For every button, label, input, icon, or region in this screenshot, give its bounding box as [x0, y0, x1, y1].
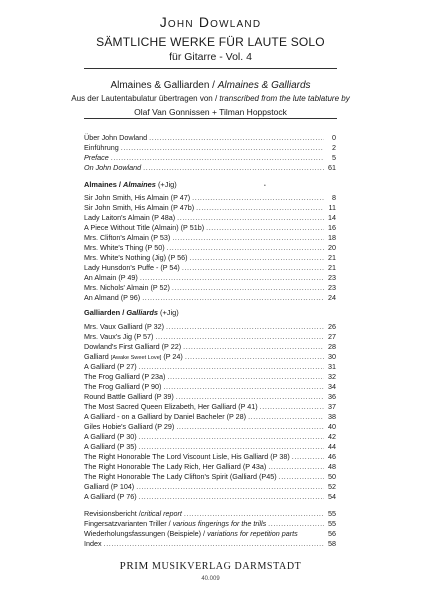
- volume-title-en: Almaines & Galliards: [217, 80, 311, 91]
- instrument-volume: für Gitarre - Vol. 4: [169, 51, 252, 63]
- toc-entry: Giles Hobie's Galliard (P 29) ..... 40: [84, 422, 336, 432]
- toc-entry: Sir John Smith, His Almain (P 47b) ..... 11: [84, 203, 336, 213]
- toc-entry: Mrs. Vaux's Jig (P 57) ..... 27: [84, 332, 336, 342]
- volume-title: [0, 80, 421, 91]
- toc-entry: Einführung ..... 2: [84, 143, 336, 153]
- toc-entry: Mrs. White's Thing (P 50) ..... 20: [84, 243, 336, 253]
- toc-entry: Dowland's First Galliard (P 22) ..... 28: [84, 342, 336, 352]
- section-heading-galliards: Galliarden / Galliards (+Jig): [84, 308, 179, 317]
- toc-entry: The Most Sacred Queen Elizabeth, Her Galliard (P 41) ..... 37: [84, 402, 336, 412]
- toc-entry: Galliard [Awake Sweet Love] (P 24) ..... 30: [84, 352, 336, 362]
- toc-entry-appendix: Index ..... 58: [84, 539, 336, 549]
- toc-entry: Mrs. Nichols' Almain (P 52) ..... 23: [84, 283, 336, 293]
- toc-entry: A Galliard (P 76) ..... 54: [84, 492, 336, 502]
- toc-entry: The Right Honorable The Lord Viscount Lisle, His Galliard (P 38) ..... 46: [84, 452, 336, 462]
- toc-entry: A Galliard (P 30) ..... 42: [84, 432, 336, 442]
- editors: Olaf Van Gonnissen + Tilman Hoppstock: [134, 107, 287, 117]
- toc-entry: Mrs. White's Nothing (Jig) (P 56) ..... 21: [84, 253, 336, 263]
- toc-entry: Preface ..... 5: [84, 153, 336, 163]
- publisher-rest: MUSIKVERLAG DARMSTADT: [152, 561, 302, 572]
- volume-title-de: Almaines & Galliarden /: [110, 80, 215, 91]
- toc-entry: A Piece Without Title (Almain) (P 51b) ..... 16: [84, 223, 336, 233]
- toc-entry-appendix: Fingersatzvarianten Triller / various fingerings for the trills ..... 55: [84, 519, 336, 529]
- toc-entry: Mrs. Clifton's Almain (P 53) ..... 18: [84, 233, 336, 243]
- toc-entry: Round Battle Galliard (P 39) ..... 36: [84, 392, 336, 402]
- author-name: John Dowland: [159, 14, 262, 30]
- toc-entry: The Frog Galliard (P 90) ..... 34: [84, 382, 336, 392]
- toc-entry-appendix: Wiederholungsfassungen (Beispiele) / variations for repetition parts 56: [84, 529, 336, 538]
- toc-entry: Über John Dowland ..... 0: [84, 133, 336, 143]
- toc-entry: The Frog Galliard (P 23a) ..... 32: [84, 372, 336, 382]
- divider-bottom: [84, 118, 337, 119]
- publisher-brand: PRIM: [119, 560, 149, 572]
- publisher-name: [0, 560, 421, 572]
- collection-title: SÄMTLICHE WERKE FÜR LAUTE SOLO: [96, 35, 325, 49]
- toc-entry: The Right Honorable The Lady Clifton's Spirit (Galliard (P45) ..... 50: [84, 472, 336, 482]
- toc-entry: An Almain (P 49) ..... 23: [84, 273, 336, 283]
- toc-entry: Sir John Smith, His Almain (P 47) ..... 8: [84, 193, 336, 203]
- transcribed-de: Aus der Lautentabulatur übertragen von /: [71, 94, 218, 103]
- toc-entry-appendix: Revisionsbericht /critical report ..... 55: [84, 509, 336, 519]
- section-heading-almaines: Almaines / Almaines (+Jig): [84, 180, 177, 189]
- toc-entry: Lady Laiton's Almain (P 48a) ..... 14: [84, 213, 336, 223]
- transcribed-en: transcribed from the lute tablature by: [219, 94, 350, 103]
- toc-entry: On John Dowland ..... 61: [84, 163, 336, 173]
- bullet-marker: •: [264, 183, 266, 189]
- catalog-number: 40.009: [201, 576, 220, 582]
- toc-entry: An Almand (P 96) ..... 24: [84, 293, 336, 303]
- toc-entry: The Right Honorable The Lady Rich, Her Galliard (P 43a) ..... 48: [84, 462, 336, 472]
- toc-entry: Mrs. Vaux Galliard (P 32) ..... 26: [84, 322, 336, 332]
- toc-entry: A Galliard - on a Galliard by Daniel Bacheler (P 28) ..... 38: [84, 412, 336, 422]
- toc-entry: A Galliard (P 35) ..... 44: [84, 442, 336, 452]
- toc-entry: Lady Hunsdon's Puffe - (P 54) ..... 21: [84, 263, 336, 273]
- toc-entry: Galliard (P 104) ..... 52: [84, 482, 336, 492]
- toc-entry: A Galliard (P 27) ..... 31: [84, 362, 336, 372]
- transcription-note: [0, 94, 421, 103]
- divider-top: [84, 68, 337, 69]
